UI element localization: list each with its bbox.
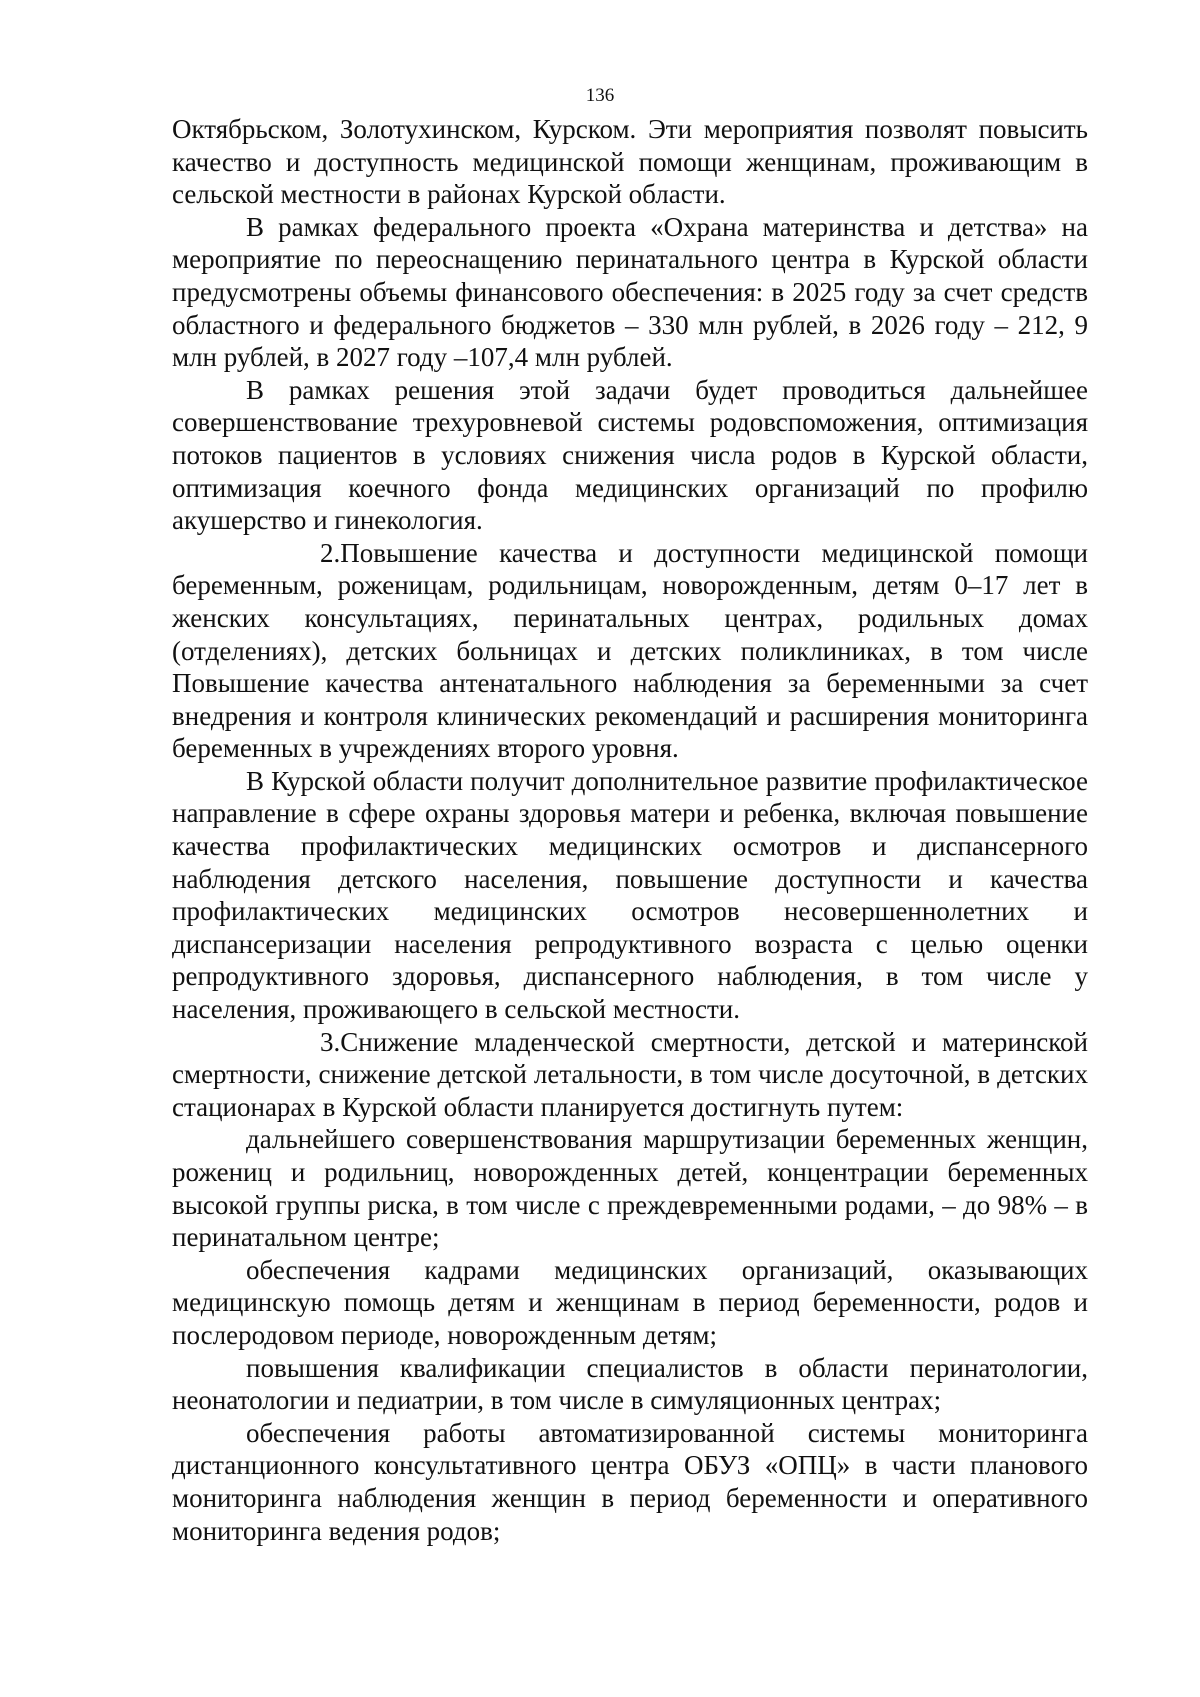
numbered-paragraph-3 xyxy=(172,1026,1088,1124)
document-body xyxy=(172,113,1088,1547)
paragraph-text: обеспечения работы автоматизированной системы мониторинга дистанционного консультативного центра ОБУЗ «ОПЦ» в части планового мониторинга наблюдения женщин в период беременности и оперативного мониторинга ведения родов; xyxy=(172,1417,1088,1546)
paragraph-federal-project xyxy=(172,211,1088,374)
paragraph-text: Повышение качества и доступности медицинской помощи беременным, роженицам, родильницам, новорожденным, детям 0–17 лет в женских консультациях, перинатальных центрах, родильных домах (отделениях), детских больницах и детских поликлиниках, в том числе Повышение качества антенатального наблюдения за беременными за счет внедрения и контроля клинических рекомендаций и расширения мониторинга беременных в учреждениях второго уровня. xyxy=(172,537,1088,764)
paragraph-text: В Курской области получит дополнительное развитие профилактическое направление в сфере охраны здоровья матери и ребенка, включая повышение качества профилактических медицинских осмотров и диспансерного наблюдения детского населения, повышение доступности и качества профилактических медицинских осмотров несовершеннолетних и диспансеризации населения репродуктивного возраста с целью оценки репродуктивного здоровья, диспансерного наблюдения, в том числе у населения, проживающего в сельской местности. xyxy=(172,765,1088,1025)
paragraph-monitoring xyxy=(172,1417,1088,1547)
paragraph-text: повышения квалификации специалистов в области перинатологии, неонатологии и педиатрии, в том числе в симуляционных центрах; xyxy=(172,1352,1088,1416)
paragraph-text: В рамках федерального проекта «Охрана материнства и детства» на мероприятие по переоснащению перинатального центра в Курской области предусмотрены объемы финансового обеспечения: в 2025 году за счет средств областного и федерального бюджетов – 330 млн рублей, в 2026 году – 212, 9 млн рублей, в 2027 году –107,4 млн рублей. xyxy=(172,211,1088,373)
page-number: 136 xyxy=(585,85,615,106)
paragraph-routing xyxy=(172,1123,1088,1253)
paragraph-text: обеспечения кадрами медицинских организаций, оказывающих медицинскую помощь детям и женщинам в период беременности, родов и послеродовом периоде, новорожденным детям; xyxy=(172,1254,1088,1350)
paragraph-text: В рамках решения этой задачи будет проводиться дальнейшее совершенствование трехуровневой системы родовспоможения, оптимизация потоков пациентов в условиях снижения числа родов в Курской области, оптимизация коечного фонда медицинских организаций по профилю акушерство и гинекология. xyxy=(172,374,1088,536)
paragraph-continuation xyxy=(172,113,1088,211)
paragraph-text: дальнейшего совершенствования маршрутизации беременных женщин, рожениц и родильниц, новорожденных детей, концентрации беременных высокой группы риска, в том числе с преждевременными родами, – до 98% – в перинатальном центре; xyxy=(172,1124,1088,1253)
list-number: 3. xyxy=(320,1026,341,1057)
paragraph-qualification xyxy=(172,1352,1088,1417)
paragraph-text: Октябрьском, Золотухинском, Курском. Эти мероприятия позволят повысить качество и доступность медицинской помощи женщинам, проживающим в сельской местности в районах Курской области. xyxy=(172,114,1088,210)
paragraph-staffing xyxy=(172,1254,1088,1352)
numbered-paragraph-2 xyxy=(172,537,1088,765)
paragraph-prevention xyxy=(172,765,1088,1026)
paragraph-task-solution xyxy=(172,374,1088,537)
list-number: 2. xyxy=(320,537,341,568)
paragraph-text: Снижение младенческой смертности, детской и материнской смертности, снижение детской летальности, в том числе досуточной, в детских стационарах в Курской области планируется достигнуть путем: xyxy=(172,1026,1088,1122)
